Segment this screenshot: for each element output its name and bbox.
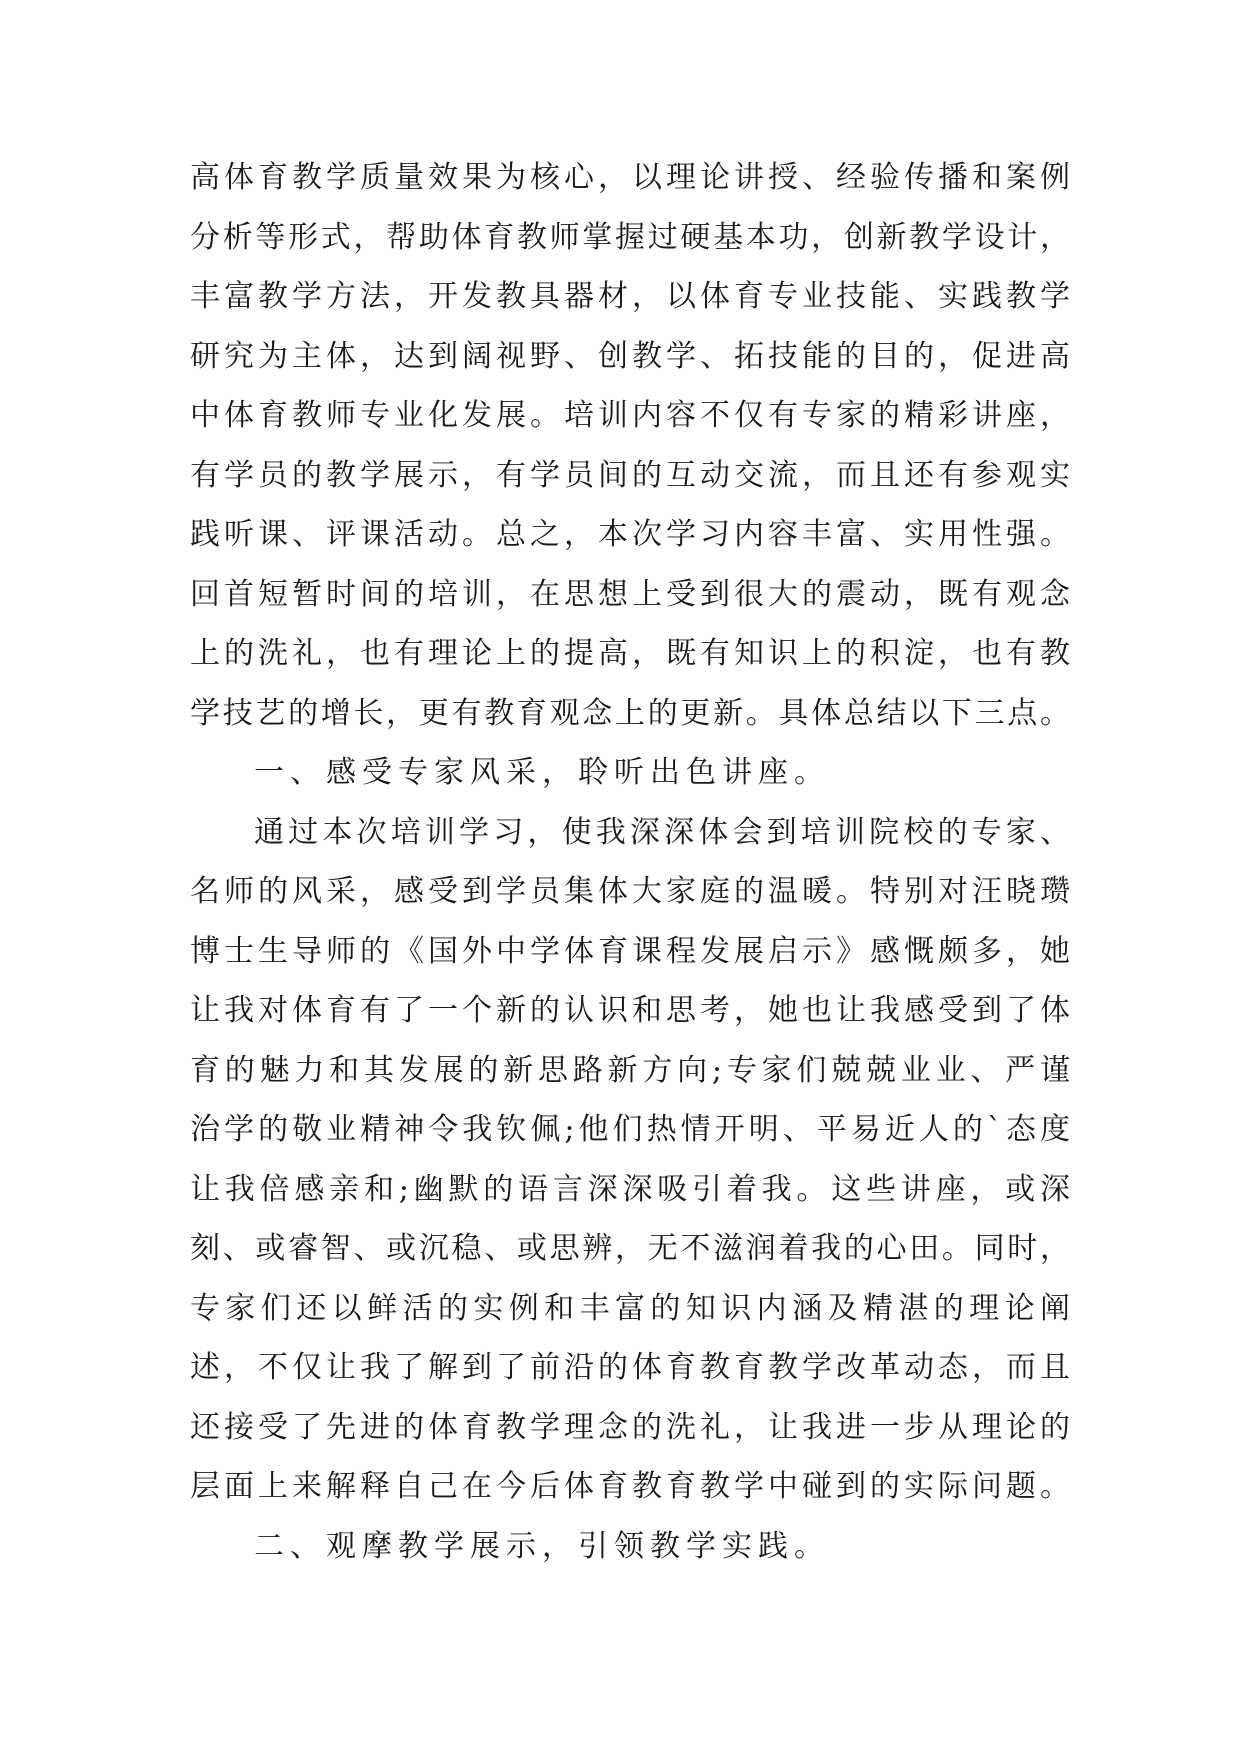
- text-line: 治学的敬业精神令我钦佩;他们热情开明、平易近人的`态度: [190, 1112, 1070, 1147]
- section-heading: 一、感受专家风采，聆听出色讲座。: [254, 755, 830, 790]
- text-line: 高体育教学质量效果为核心，以理论讲授、经验传播和案例: [190, 160, 1070, 195]
- text-line: 回首短暂时间的培训，在思想上受到很大的震动，既有观念: [190, 576, 1070, 612]
- text-line: 有学员的教学展示，有学员间的互动交流，而且还有参观实: [190, 457, 1070, 493]
- text-line: 分析等形式，帮助体育教师掌握过硬基本功，创新教学设计，: [190, 219, 1070, 255]
- text-line: 学技艺的增长，更有教育观念上的更新。具体总结以下三点。: [190, 695, 1070, 731]
- document-body: [190, 158, 1070, 1586]
- text-line: 通过本次培训学习，使我深深体会到培训院校的专家、: [254, 814, 1070, 850]
- text-line: 还接受了先进的体育教学理念的洗礼，让我进一步从理论的: [190, 1409, 1070, 1445]
- text-line: 名师的风采，感受到学员集体大家庭的温暖。特别对汪晓瓒: [190, 874, 1070, 909]
- text-line: 中体育教师专业化发展。培训内容不仅有专家的精彩讲座，: [190, 398, 1070, 433]
- text-line: 丰富教学方法，开发教具器材，以体育专业技能、实践教学: [190, 279, 1070, 314]
- text-line: 上的洗礼，也有理论上的提高，既有知识上的积淀，也有教: [190, 636, 1070, 671]
- text-line: 专家们还以鲜活的实例和丰富的知识内涵及精湛的理论阐: [190, 1290, 1070, 1326]
- text-line: 践听课、评课活动。总之，本次学习内容丰富、实用性强。: [190, 517, 1070, 552]
- text-line: 述，不仅让我了解到了前沿的体育教育教学改革动态，而且: [190, 1350, 1070, 1385]
- text-line: 育的魅力和其发展的新思路新方向;专家们兢兢业业、严谨: [190, 1052, 1070, 1088]
- section-heading: 二、观摩教学展示，引领教学实践。: [254, 1528, 830, 1564]
- text-line: 刻、或睿智、或沉稳、或思辨，无不滋润着我的心田。同时，: [190, 1231, 1070, 1266]
- text-line: 博士生导师的《国外中学体育课程发展启示》感慨颇多，她: [190, 933, 1070, 969]
- text-line: 层面上来解释自己在今后体育教育教学中碰到的实际问题。: [190, 1469, 1070, 1504]
- text-line: 让我倍感亲和;幽默的语言深深吸引着我。这些讲座，或深: [190, 1171, 1070, 1207]
- text-line: 让我对体育有了一个新的认识和思考，她也让我感受到了体: [190, 993, 1070, 1028]
- text-line: 研究为主体，达到阔视野、创教学、拓技能的目的，促进高: [190, 338, 1070, 374]
